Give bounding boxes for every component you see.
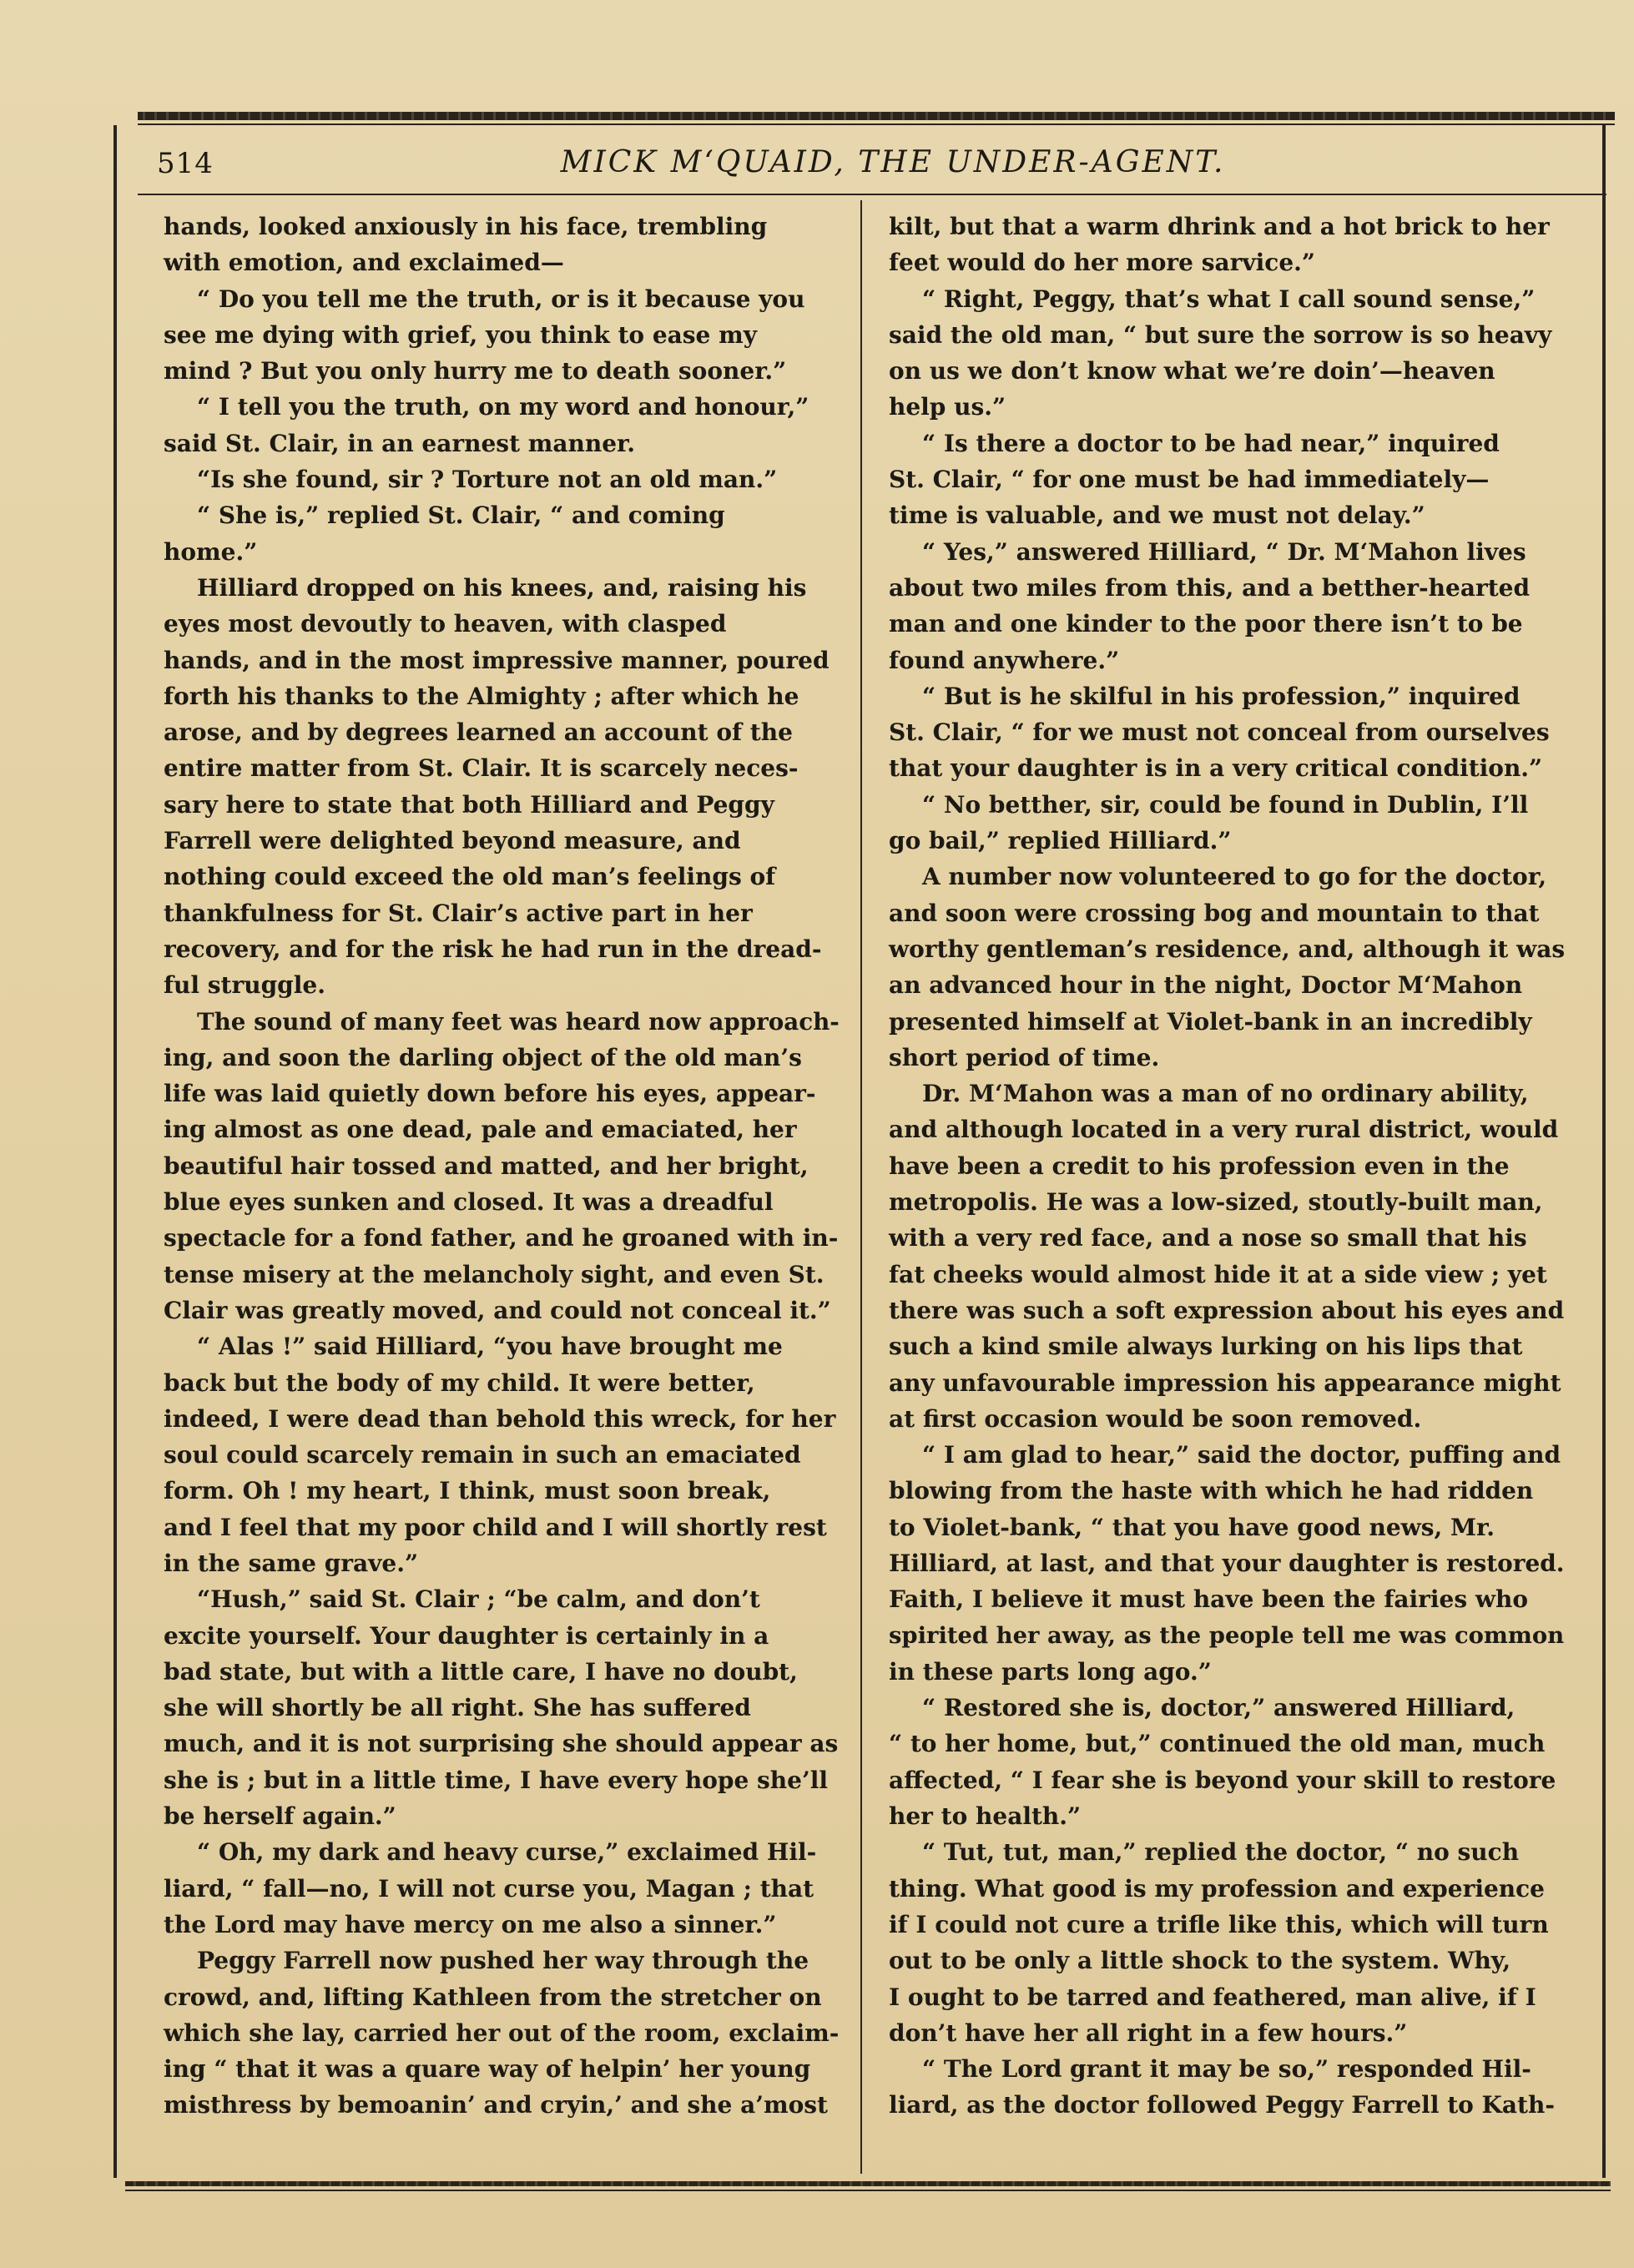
text-line: spectacle for a fond father, and he groaned with in- <box>164 1224 839 1252</box>
text-line: see me dying with grief, you think to ease my <box>164 320 758 349</box>
text-line: blue eyes sunken and closed. It was a dreadful <box>164 1188 774 1217</box>
text-line: “Is she found, sir ? Torture not an old man.” <box>197 466 778 494</box>
text-line: form. Oh ! my heart, I think, must soon break, <box>164 1477 771 1505</box>
text-line: that your daughter is in a very critical condition.” <box>889 754 1543 783</box>
text-line: I ought to be tarred and feathered, man alive, if I <box>889 1983 1536 2011</box>
text-line: Peggy Farrell now pushed her way through the <box>197 1947 809 1975</box>
text-line: arose, and by degrees learned an account of the <box>164 718 793 747</box>
text-line: the Lord may have mercy on me also a sinner.” <box>164 1910 777 1938</box>
text-line: ing, and soon the darling object of the old man’s <box>164 1043 802 1071</box>
text-line: misthress by bemoanin’ and cryin,’ and she a’most <box>164 2091 828 2119</box>
text-line: short period of time. <box>889 1043 1160 1071</box>
text-line: A number now volunteered to go for the doctor, <box>922 863 1547 891</box>
text-line: said St. Clair, in an earnest manner. <box>164 429 635 457</box>
text-line: if I could not cure a trifle like this, which will turn <box>889 1910 1549 1938</box>
text-line: recovery, and for the risk he had run in the dread- <box>164 935 822 963</box>
text-line: to Violet-bank, “ that you have good news, Mr. <box>889 1513 1495 1541</box>
text-line: don’t have her all right in a few hours.” <box>889 2019 1408 2047</box>
text-line: “ Restored she is, doctor,” answered Hilliard, <box>922 1694 1515 1722</box>
right-text-column <box>889 209 1565 2124</box>
page-number: 514 <box>157 147 214 180</box>
text-line: presented himself at Violet-bank in an incredibly <box>889 1007 1532 1036</box>
text-line: thing. What good is my profession and experience <box>889 1874 1545 1903</box>
text-line: “ But is he skilful in his profession,” inquired <box>922 682 1521 710</box>
text-line: be herself again.” <box>164 1802 396 1831</box>
text-line: Clair was greatly moved, and could not conceal it.” <box>164 1296 831 1324</box>
text-line: and although located in a very rural district, would <box>889 1116 1559 1144</box>
text-line: with a very red face, and a nose so small that his <box>889 1224 1527 1252</box>
text-line: an advanced hour in the night, Doctor M‘Mahon <box>889 971 1523 1000</box>
text-line: ing almost as one dead, pale and emaciated, her <box>164 1116 797 1144</box>
bottom-ornamental-rule <box>125 2181 1611 2186</box>
left-text-column <box>164 209 840 2124</box>
text-line: “ Tut, tut, man,” replied the doctor, “ no such <box>922 1838 1520 1867</box>
text-line: “ Do you tell me the truth, or is it because you <box>197 285 805 313</box>
text-line: soul could scarcely remain in such an emaciated <box>164 1441 801 1469</box>
text-line: Faith, I believe it must have been the fairies who <box>889 1585 1528 1614</box>
text-line: in these parts long ago.” <box>889 1657 1212 1686</box>
text-line: thankfulness for St. Clair’s active part in her <box>164 899 753 927</box>
text-line: have been a credit to his profession even in the <box>889 1152 1510 1180</box>
top-thin-rule <box>138 123 1615 125</box>
text-line: life was laid quietly down before his eyes, appear- <box>164 1080 816 1108</box>
text-line: “ Is there a doctor to be had near,” inquired <box>922 429 1500 457</box>
text-line: entire matter from St. Clair. It is scarcely neces- <box>164 754 799 783</box>
running-title: MICK M‘QUAID, THE UNDER-AGENT. <box>560 145 1226 179</box>
text-line: man and one kinder to the poor there isn’t to be <box>889 610 1523 638</box>
text-line: beautiful hair tossed and matted, and her bright, <box>164 1152 809 1180</box>
text-line: nothing could exceed the old man’s feelings of <box>164 863 776 891</box>
text-line: St. Clair, “ for we must not conceal from ourselves <box>889 718 1550 747</box>
text-line: spirited her away, as the people tell me was common <box>889 1621 1565 1649</box>
text-line: tense misery at the melancholy sight, and even St. <box>164 1260 825 1288</box>
text-line: which she lay, carried her out of the room, exclaim- <box>164 2019 840 2047</box>
column-divider <box>860 200 862 2174</box>
text-line: help us.” <box>889 393 1006 421</box>
text-line: hands, and in the most impressive manner, poured <box>164 646 830 674</box>
text-line: “ I am glad to hear,” said the doctor, puffing and <box>922 1441 1561 1469</box>
text-line: found anywhere.” <box>889 646 1120 674</box>
text-line: “ Oh, my dark and heavy curse,” exclaimed Hil- <box>197 1838 817 1867</box>
text-line: liard, “ fall—no, I will not curse you, Magan ; that <box>164 1874 814 1903</box>
text-line: “ Yes,” answered Hilliard, “ Dr. M‘Mahon lives <box>922 537 1526 566</box>
header-rule <box>138 194 1606 195</box>
text-line: on us we don’t know what we’re doin’—heaven <box>889 357 1495 386</box>
text-line: St. Clair, “ for one must be had immediately— <box>889 466 1490 494</box>
text-line: about two miles from this, and a betther-hearted <box>889 573 1531 602</box>
text-line: and soon were crossing bog and mountain to that <box>889 899 1540 927</box>
text-line: hands, looked anxiously in his face, trembling <box>164 213 768 240</box>
text-line: The sound of many feet was heard now approach- <box>197 1007 840 1036</box>
text-line: bad state, but with a little care, I have no doubt, <box>164 1657 798 1686</box>
text-line: excite yourself. Your daughter is certainly in a <box>164 1621 769 1650</box>
text-line: Farrell were delighted beyond measure, and <box>164 827 741 855</box>
text-line: indeed, I were dead than behold this wreck, for her <box>164 1404 836 1433</box>
text-line: there was such a soft expression about his eyes and <box>889 1296 1565 1324</box>
text-line: her to health.” <box>889 1802 1082 1831</box>
text-line: Dr. M‘Mahon was a man of no ordinary ability, <box>922 1080 1529 1108</box>
text-line: crowd, and, lifting Kathleen from the stretcher on <box>164 1983 822 2011</box>
text-line: liard, as the doctor followed Peggy Farrell to Kath- <box>889 2091 1555 2119</box>
text-line: affected, “ I fear she is beyond your skill to restore <box>889 1766 1556 1794</box>
text-line: she is ; but in a little time, I have every hope she’ll <box>164 1766 828 1794</box>
text-line: in the same grave.” <box>164 1549 419 1577</box>
text-line: with emotion, and exclaimed— <box>164 249 564 277</box>
right-border-rule <box>1602 125 1606 2178</box>
text-line: forth his thanks to the Almighty ; after which he <box>164 682 799 710</box>
text-line: Hilliard dropped on his knees, and, raising his <box>197 573 807 602</box>
text-line: said the old man, “ but sure the sorrow is so heavy <box>889 320 1552 349</box>
text-line: such a kind smile always lurking on his lips that <box>889 1333 1523 1361</box>
text-line: time is valuable, and we must not delay.” <box>889 501 1425 530</box>
text-line: ing “ that it was a quare way of helpin’ her young <box>164 2055 811 2084</box>
bottom-thin-rule <box>125 2190 1611 2191</box>
text-line: fat cheeks would almost hide it at a side view ; yet <box>889 1260 1547 1288</box>
text-line: out to be only a little shock to the system. Why, <box>889 1947 1511 1975</box>
text-line: “Hush,” said St. Clair ; “be calm, and don’t <box>197 1585 760 1614</box>
text-line: at first occasion would be soon removed. <box>889 1404 1422 1433</box>
text-line: any unfavourable impression his appearance might <box>889 1368 1561 1397</box>
text-line: blowing from the haste with which he had ridden <box>889 1477 1534 1505</box>
text-line: and I feel that my poor child and I will shortly rest <box>164 1513 827 1541</box>
text-line: much, and it is not surprising she should appear as <box>164 1730 839 1758</box>
text-line: back but the body of my child. It were better, <box>164 1368 755 1397</box>
text-line: kilt, but that a warm dhrink and a hot brick to her <box>889 213 1550 240</box>
text-line: “ No betther, sir, could be found in Dublin, I’ll <box>922 790 1529 819</box>
text-line: mind ? But you only hurry me to death sooner.” <box>164 357 787 386</box>
text-line: Hilliard, at last, and that your daughter is restored. <box>889 1549 1565 1577</box>
text-line: “ The Lord grant it may be so,” responded Hil- <box>922 2055 1531 2084</box>
text-line: worthy gentleman’s residence, and, although it was <box>889 935 1566 963</box>
text-line: metropolis. He was a low-sized, stoutly-built man, <box>889 1188 1543 1217</box>
text-line: eyes most devoutly to heaven, with clasped <box>164 610 727 638</box>
text-line: “ Alas !” said Hilliard, “you have brought me <box>197 1333 783 1361</box>
text-line: “ I tell you the truth, on my word and honour,” <box>197 393 809 421</box>
text-line: sary here to state that both Hilliard and Peggy <box>164 790 774 819</box>
left-border-rule <box>113 125 117 2178</box>
text-line: she will shortly be all right. She has suffered <box>164 1694 751 1722</box>
top-ornamental-rule <box>138 112 1615 120</box>
text-line: ful struggle. <box>164 971 325 1000</box>
text-line: go bail,” replied Hilliard.” <box>889 827 1232 855</box>
text-line: “ She is,” replied St. Clair, “ and coming <box>197 501 725 530</box>
text-line: feet would do her more sarvice.” <box>889 249 1316 277</box>
text-line: “ Right, Peggy, that’s what I call sound sense,” <box>922 285 1536 313</box>
text-line: “ to her home, but,” continued the old man, much <box>889 1730 1546 1758</box>
text-line: home.” <box>164 537 258 566</box>
